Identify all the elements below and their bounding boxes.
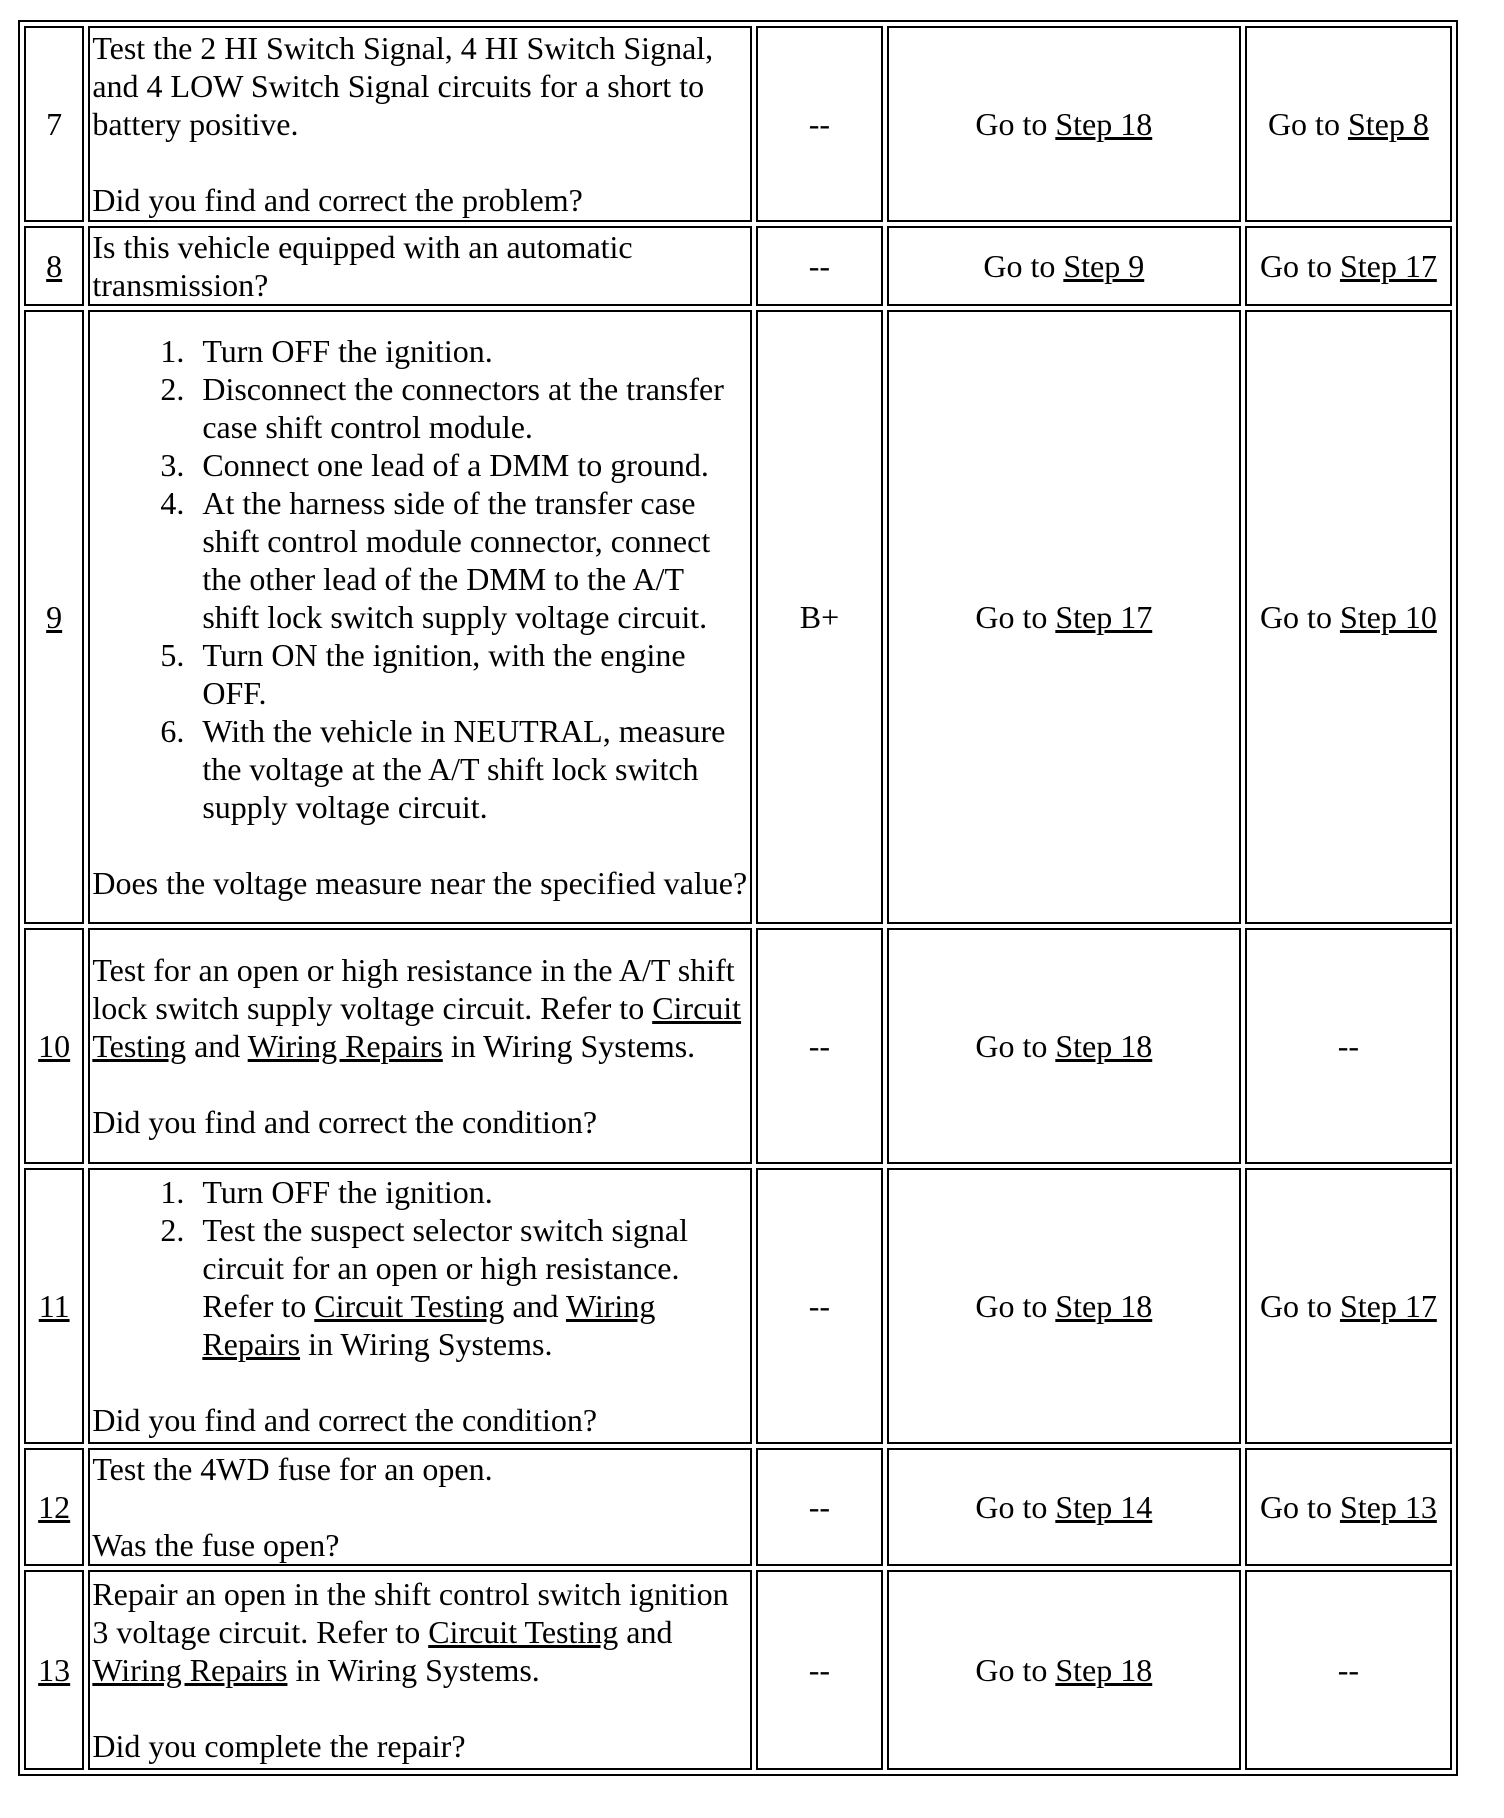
no-cell: --	[1245, 1570, 1452, 1770]
procedure-list	[92, 1173, 748, 1363]
yes-cell	[887, 310, 1241, 924]
action-question: Did you find and correct the condition?	[92, 1402, 598, 1438]
list-item: 6. With the vehicle in NEUTRAL, measure the voltage at the A/T shift lock switch supply voltage circuit.	[192, 712, 748, 826]
yes-cell	[887, 928, 1241, 1164]
list-item: 3. Connect one lead of a DMM to ground.	[192, 446, 748, 484]
step-link[interactable]: Step 10	[1339, 599, 1437, 635]
step-number: 7	[24, 26, 84, 222]
step-number-link	[24, 310, 84, 924]
procedure-list	[92, 332, 748, 826]
action-cell	[88, 928, 752, 1164]
list-item: 1. Turn OFF the ignition.	[192, 332, 748, 370]
value-cell: --	[756, 1570, 883, 1770]
table-row	[24, 1168, 1452, 1444]
no-cell	[1245, 1448, 1452, 1566]
value-cell: B+	[756, 310, 883, 924]
action-question: Was the fuse open?	[92, 1527, 340, 1563]
text-segment: in Wiring Systems.	[442, 1028, 696, 1064]
no-prefix: Go to	[1267, 106, 1348, 142]
table-row	[24, 1448, 1452, 1566]
step-link[interactable]: Step 18	[1055, 1652, 1153, 1688]
yes-prefix: Go to	[983, 248, 1064, 284]
table-row	[24, 310, 1452, 924]
yes-prefix: Go to	[975, 106, 1056, 142]
circuit-testing-link[interactable]: Circuit Testing	[92, 990, 742, 1064]
value-cell: --	[756, 1448, 883, 1566]
action-question: Does the voltage measure near the specified value?	[92, 865, 748, 901]
text-segment: and	[186, 1028, 248, 1064]
list-item	[192, 1211, 748, 1363]
list-item: 5. Turn ON the ignition, with the engine OFF.	[192, 636, 748, 712]
step-link[interactable]: Step 18	[1055, 1288, 1153, 1324]
step-link[interactable]: Step 17	[1339, 248, 1437, 284]
step-anchor[interactable]: 9	[46, 599, 63, 635]
step-number-link	[24, 928, 84, 1164]
text-segment: Repair an open in the shift control switch ignition 3 voltage circuit. Refer to	[92, 1576, 729, 1650]
table-row	[24, 928, 1452, 1164]
action-text: Test the 2 HI Switch Signal, 4 HI Switch Signal, and 4 LOW Switch Signal circuits for a short to battery positive.	[92, 30, 714, 142]
step-link[interactable]: Step 8	[1347, 106, 1429, 142]
text-segment: Test the suspect selector switch signal circuit for an open or high resistance. Refer to	[202, 1212, 688, 1324]
action-question: Did you find and correct the condition?	[92, 1104, 598, 1140]
step-link[interactable]: Step 17	[1339, 1288, 1437, 1324]
no-cell: --	[1245, 928, 1452, 1164]
yes-prefix: Go to	[975, 1652, 1056, 1688]
step-anchor[interactable]: 13	[38, 1652, 71, 1688]
wiring-repairs-link[interactable]: Wiring Repairs	[202, 1288, 656, 1362]
text-segment: and	[618, 1614, 673, 1650]
text-segment: and	[504, 1288, 566, 1324]
wiring-repairs-link[interactable]: Wiring Repairs	[92, 1652, 288, 1688]
yes-cell	[887, 1448, 1241, 1566]
no-prefix: Go to	[1259, 599, 1340, 635]
action-cell	[88, 226, 752, 306]
wiring-repairs-link[interactable]: Wiring Repairs	[247, 1028, 443, 1064]
diagnostic-table	[18, 20, 1458, 1776]
value-cell: --	[756, 26, 883, 222]
value-cell: --	[756, 226, 883, 306]
action-text	[92, 951, 748, 1065]
step-link[interactable]: Step 9	[1063, 248, 1145, 284]
table-row	[24, 226, 1452, 306]
action-question: Is this vehicle equipped with an automatic transmission?	[92, 229, 633, 303]
list-item: 2. Disconnect the connectors at the transfer case shift control module.	[192, 370, 748, 446]
list-item: 4. At the harness side of the transfer case shift control module connector, connect the other lead of the DMM to the A/T shift lock switch supply voltage circuit.	[192, 484, 748, 636]
step-anchor[interactable]: 11	[38, 1288, 70, 1324]
no-cell	[1245, 26, 1452, 222]
value-cell: --	[756, 1168, 883, 1444]
action-question: Did you find and correct the problem?	[92, 182, 583, 218]
action-question: Did you complete the repair?	[92, 1728, 466, 1764]
no-cell	[1245, 226, 1452, 306]
no-prefix: Go to	[1259, 1489, 1340, 1525]
yes-cell	[887, 1168, 1241, 1444]
step-anchor[interactable]: 8	[46, 248, 63, 284]
step-number-link	[24, 226, 84, 306]
list-item: 1. Turn OFF the ignition.	[192, 1173, 748, 1211]
step-number-link	[24, 1168, 84, 1444]
no-cell	[1245, 310, 1452, 924]
table-row	[24, 1570, 1452, 1770]
action-cell	[88, 1168, 752, 1444]
circuit-testing-link[interactable]: Circuit Testing	[428, 1614, 619, 1650]
action-cell	[88, 1448, 752, 1566]
text-segment: in Wiring Systems.	[287, 1652, 540, 1688]
action-text	[92, 1575, 748, 1689]
no-prefix: Go to	[1259, 248, 1340, 284]
yes-cell	[887, 1570, 1241, 1770]
table-row	[24, 26, 1452, 222]
yes-prefix: Go to	[975, 1028, 1056, 1064]
action-cell	[88, 1570, 752, 1770]
step-number-link	[24, 1448, 84, 1566]
step-link[interactable]: Step 17	[1055, 599, 1153, 635]
value-cell: --	[756, 928, 883, 1164]
yes-prefix: Go to	[975, 1489, 1056, 1525]
step-anchor[interactable]: 10	[38, 1028, 71, 1064]
circuit-testing-link[interactable]: Circuit Testing	[314, 1288, 505, 1324]
action-cell	[88, 26, 752, 222]
no-cell	[1245, 1168, 1452, 1444]
step-number-link	[24, 1570, 84, 1770]
action-text: Test the 4WD fuse for an open.	[92, 1451, 493, 1487]
text-segment: in Wiring Systems.	[300, 1326, 553, 1362]
step-link[interactable]: Step 18	[1055, 106, 1153, 142]
yes-prefix: Go to	[975, 1288, 1056, 1324]
yes-prefix: Go to	[975, 599, 1056, 635]
yes-cell	[887, 226, 1241, 306]
action-cell	[88, 310, 752, 924]
step-anchor[interactable]: 12	[38, 1489, 71, 1525]
no-prefix: Go to	[1259, 1288, 1340, 1324]
yes-cell	[887, 26, 1241, 222]
step-link[interactable]: Step 13	[1339, 1489, 1437, 1525]
step-link[interactable]: Step 18	[1055, 1028, 1153, 1064]
step-link[interactable]: Step 14	[1055, 1489, 1153, 1525]
text-segment: Test for an open or high resistance in the A/T shift lock switch supply voltage circuit. Refer to	[92, 952, 735, 1026]
